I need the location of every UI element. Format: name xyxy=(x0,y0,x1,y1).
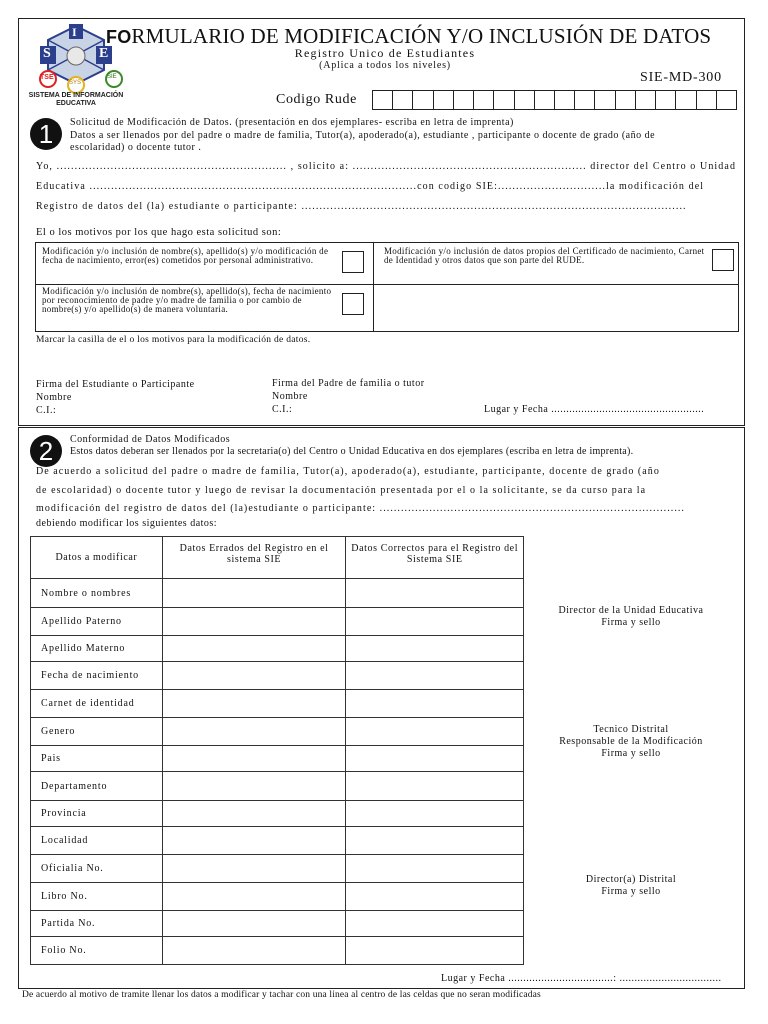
table-row xyxy=(31,801,524,827)
district-technician-signature[interactable] xyxy=(531,724,731,760)
rude-digit-box[interactable] xyxy=(697,91,717,109)
correct-data-cell[interactable] xyxy=(346,855,524,883)
section1-intro-line1: Datos a ser llenados por del padre o madre de familia, Tutor(a), apoderado(a), estudiante , participante o docente de grado (año de xyxy=(70,130,656,141)
row-label: Localidad xyxy=(31,827,163,855)
rude-digit-box[interactable] xyxy=(616,91,636,109)
correct-data-cell[interactable] xyxy=(346,772,524,801)
motive-2-text: Modificación y/o inclusión de datos propios del Certificado de nacimiento, Carnet de Identidad y otros datos que son parte del RUDE. xyxy=(384,246,705,265)
wrong-data-cell[interactable] xyxy=(162,911,346,937)
row-label: Genero xyxy=(31,718,163,746)
parent-signature[interactable] xyxy=(272,377,425,416)
correct-data-cell[interactable] xyxy=(346,911,524,937)
wrong-data-cell[interactable] xyxy=(162,579,346,608)
rude-digit-box[interactable] xyxy=(454,91,474,109)
rude-input[interactable] xyxy=(372,90,737,110)
form-code: SIE-MD-300 xyxy=(640,70,722,85)
rude-digit-box[interactable] xyxy=(434,91,454,109)
logo-caption xyxy=(26,92,126,108)
section2-number: 2 xyxy=(30,435,62,467)
correct-data-cell[interactable] xyxy=(346,579,524,608)
wrong-data-cell[interactable] xyxy=(162,855,346,883)
logo-badge-right: SIE xyxy=(107,74,117,80)
wrong-data-cell[interactable] xyxy=(162,772,346,801)
district-technician-line2: Responsable de la Modificación xyxy=(559,736,703,747)
motive-3-text: Modificación y/o inclusión de nombre(s), apellido(s), fecha de nacimiento por reconocimiento de padre y/o madre de familia o por cambio de nombre(s) y/o apellido(s) de manera voluntaria. xyxy=(42,286,332,314)
wrong-data-cell[interactable] xyxy=(162,636,346,662)
correct-data-cell[interactable] xyxy=(346,690,524,718)
row-label: Libro No. xyxy=(31,883,163,911)
director-signature[interactable] xyxy=(531,605,731,629)
correct-data-cell[interactable] xyxy=(346,746,524,772)
table-row xyxy=(31,937,524,965)
section2-place-date[interactable]: Lugar y Fecha ...................................: .................................. xyxy=(441,973,722,984)
rude-digit-box[interactable] xyxy=(676,91,696,109)
wrong-data-cell[interactable] xyxy=(162,690,346,718)
student-signature-label: Firma del Estudiante o Participante xyxy=(36,379,195,390)
conformity-line-2: de escolaridad) o docente tutor y luego de revisar la documentación presentada por el o la solicitante, se da curso para la xyxy=(36,485,647,496)
table-row xyxy=(31,690,524,718)
motive-1-checkbox[interactable] xyxy=(342,251,364,273)
section1-heading: Solicitud de Modificación de Datos. (presentación en dos ejemplares- escriba en letra de imprenta) xyxy=(70,117,514,128)
table-row xyxy=(31,718,524,746)
rude-digit-box[interactable] xyxy=(494,91,514,109)
rude-digit-box[interactable] xyxy=(656,91,676,109)
row-label: Departamento xyxy=(31,772,163,801)
row-label: Pais xyxy=(31,746,163,772)
col-header-correct-data: Datos Correctos para el Registro del Sistema SIE xyxy=(346,537,524,579)
student-signature[interactable] xyxy=(36,378,195,417)
conformity-line-3[interactable]: modificación del registro de datos del (la)estudiante o participante: ...................................................................................... xyxy=(36,503,685,514)
table-row xyxy=(31,827,524,855)
correct-data-cell[interactable] xyxy=(346,608,524,636)
rude-digit-box[interactable] xyxy=(555,91,575,109)
table-row xyxy=(31,608,524,636)
motives-divider-v xyxy=(373,243,374,331)
section1-frame xyxy=(18,18,745,426)
row-label: Partida No. xyxy=(31,911,163,937)
table-row xyxy=(31,772,524,801)
rude-digit-box[interactable] xyxy=(717,91,736,109)
motive-2-checkbox[interactable] xyxy=(712,249,734,271)
correct-data-cell[interactable] xyxy=(346,662,524,690)
correct-data-cell[interactable] xyxy=(346,937,524,965)
rude-digit-box[interactable] xyxy=(535,91,555,109)
wrong-data-cell[interactable] xyxy=(162,827,346,855)
footer-note: De acuerdo al motivo de tramite llenar los datos a modificar y tachar con una linea al centro de las celdas que no seran modificadas xyxy=(22,990,541,1000)
wrong-data-cell[interactable] xyxy=(162,608,346,636)
parent-name-label: Nombre xyxy=(272,391,308,402)
logo-caption-line2: EDUCATIVA xyxy=(56,100,96,107)
table-row xyxy=(31,636,524,662)
conformity-line-1: De acuerdo a solicitud del padre o madre de familia, Tutor(a), apoderado(a), estudiante, participante, docente de grado (año xyxy=(36,466,660,477)
director-signature-line1: Director de la Unidad Educativa xyxy=(558,605,704,616)
col-header-field: Datos a modificar xyxy=(31,537,163,579)
table-row xyxy=(31,579,524,608)
logo-letter-center: I xyxy=(72,25,77,39)
motives-label: El o los motivos por los que hago esta solicitud son: xyxy=(36,227,282,238)
logo-badge-left: TSE xyxy=(40,74,54,81)
form-title-prefix: FO xyxy=(106,27,132,47)
district-director-line1: Director(a) Distrital xyxy=(585,874,677,885)
section2-intro: Estos datos deberan ser llenados por la secretaria(o) del Centro o Unidad Educativa en dos ejemplares (escriba en letra de imprenta). xyxy=(70,446,634,457)
student-name-label: Nombre xyxy=(36,392,72,403)
rude-digit-box[interactable] xyxy=(636,91,656,109)
table-row xyxy=(31,883,524,911)
wrong-data-cell[interactable] xyxy=(162,937,346,965)
motive-1-text: Modificación y/o inclusión de nombre(s), apellido(s) y/o modificación de fecha de nacimiento, error(es) cometidos por personal administrativo. xyxy=(42,246,329,265)
director-signature-line2: Firma y sello xyxy=(601,617,661,628)
section1-intro-line2: escolaridad) o docente tutor . xyxy=(70,142,202,153)
wrong-data-cell[interactable] xyxy=(162,746,346,772)
section1-place-date[interactable]: Lugar y Fecha ................................................... xyxy=(484,404,705,415)
table-row xyxy=(31,911,524,937)
rude-label: Codigo Rude xyxy=(276,92,357,107)
rude-digit-box[interactable] xyxy=(575,91,595,109)
row-label: Folio No. xyxy=(31,937,163,965)
section2-heading: Conformidad de Datos Modificados xyxy=(70,434,231,445)
rude-digit-box[interactable] xyxy=(393,91,413,109)
parent-signature-label: Firma del Padre de familia o tutor xyxy=(272,378,425,389)
district-technician-line3: Firma y sello xyxy=(601,748,661,759)
row-label: Apellido Paterno xyxy=(31,608,163,636)
section1-intro xyxy=(70,130,655,154)
parent-ci-label: C.I.: xyxy=(272,404,293,415)
district-director-signature[interactable] xyxy=(531,874,731,898)
district-technician-line1: Tecnico Distrital xyxy=(593,724,669,735)
logo-caption-line1: SISTEMA DE INFORMACIÓN xyxy=(28,92,124,99)
logo-letter-left: S xyxy=(43,46,51,61)
form-subtitle-levels: (Aplica a todos los niveles) xyxy=(319,60,451,71)
request-line-2[interactable]: Educativa ...........................................................................................con codigo SIE:..............................la modificación del xyxy=(36,181,705,192)
row-label: Fecha de nacimiento xyxy=(31,662,163,690)
rude-digit-box[interactable] xyxy=(474,91,494,109)
rude-digit-box[interactable] xyxy=(515,91,535,109)
correct-data-cell[interactable] xyxy=(346,801,524,827)
correct-data-cell[interactable] xyxy=(346,883,524,911)
section1-number: 1 xyxy=(30,118,62,150)
table-row xyxy=(31,746,524,772)
form-title-rest: RMULARIO DE MODIFICACIÓN Y/O INCLUSIÓN DE DATOS xyxy=(131,24,712,48)
wrong-data-cell[interactable] xyxy=(162,801,346,827)
student-ci-label: C.I.: xyxy=(36,405,57,416)
data-modification-table xyxy=(30,536,524,965)
correct-data-cell[interactable] xyxy=(346,718,524,746)
mark-note: Marcar la casilla de el o los motivos para la modificación de datos. xyxy=(36,335,311,345)
table-row xyxy=(31,662,524,690)
row-label: Provincia xyxy=(31,801,163,827)
conformity-line-4: debiendo modificar los siguientes datos: xyxy=(36,518,218,529)
motive-3-checkbox[interactable] xyxy=(342,293,364,315)
correct-data-cell[interactable] xyxy=(346,636,524,662)
rude-digit-box[interactable] xyxy=(373,91,393,109)
request-line-3[interactable]: Registro de datos del (la) estudiante o participante: ........................................................................................................... xyxy=(36,201,687,212)
rude-digit-box[interactable] xyxy=(413,91,433,109)
table-row xyxy=(31,855,524,883)
motives-divider-h xyxy=(36,284,738,285)
wrong-data-cell[interactable] xyxy=(162,883,346,911)
row-label: Carnet de identidad xyxy=(31,690,163,718)
rude-digit-box[interactable] xyxy=(595,91,615,109)
logo-badge-middle: SYS xyxy=(69,80,82,86)
wrong-data-cell[interactable] xyxy=(162,662,346,690)
correct-data-cell[interactable] xyxy=(346,827,524,855)
row-label: Oficialia No. xyxy=(31,855,163,883)
district-director-line2: Firma y sello xyxy=(601,886,661,897)
wrong-data-cell[interactable] xyxy=(162,718,346,746)
request-line-1[interactable]: Yo, ................................................................ , solicito a: ................................................................. director del Centro o Unidad xyxy=(36,161,737,172)
form-subtitle: Registro Unico de Estudiantes xyxy=(294,46,476,60)
row-label: Apellido Materno xyxy=(31,636,163,662)
motives-table xyxy=(35,242,739,332)
row-label: Nombre o nombres xyxy=(31,579,163,608)
logo-letter-right: E xyxy=(99,46,109,61)
col-header-wrong-data: Datos Errados del Registro en el sistema SIE xyxy=(162,537,346,579)
